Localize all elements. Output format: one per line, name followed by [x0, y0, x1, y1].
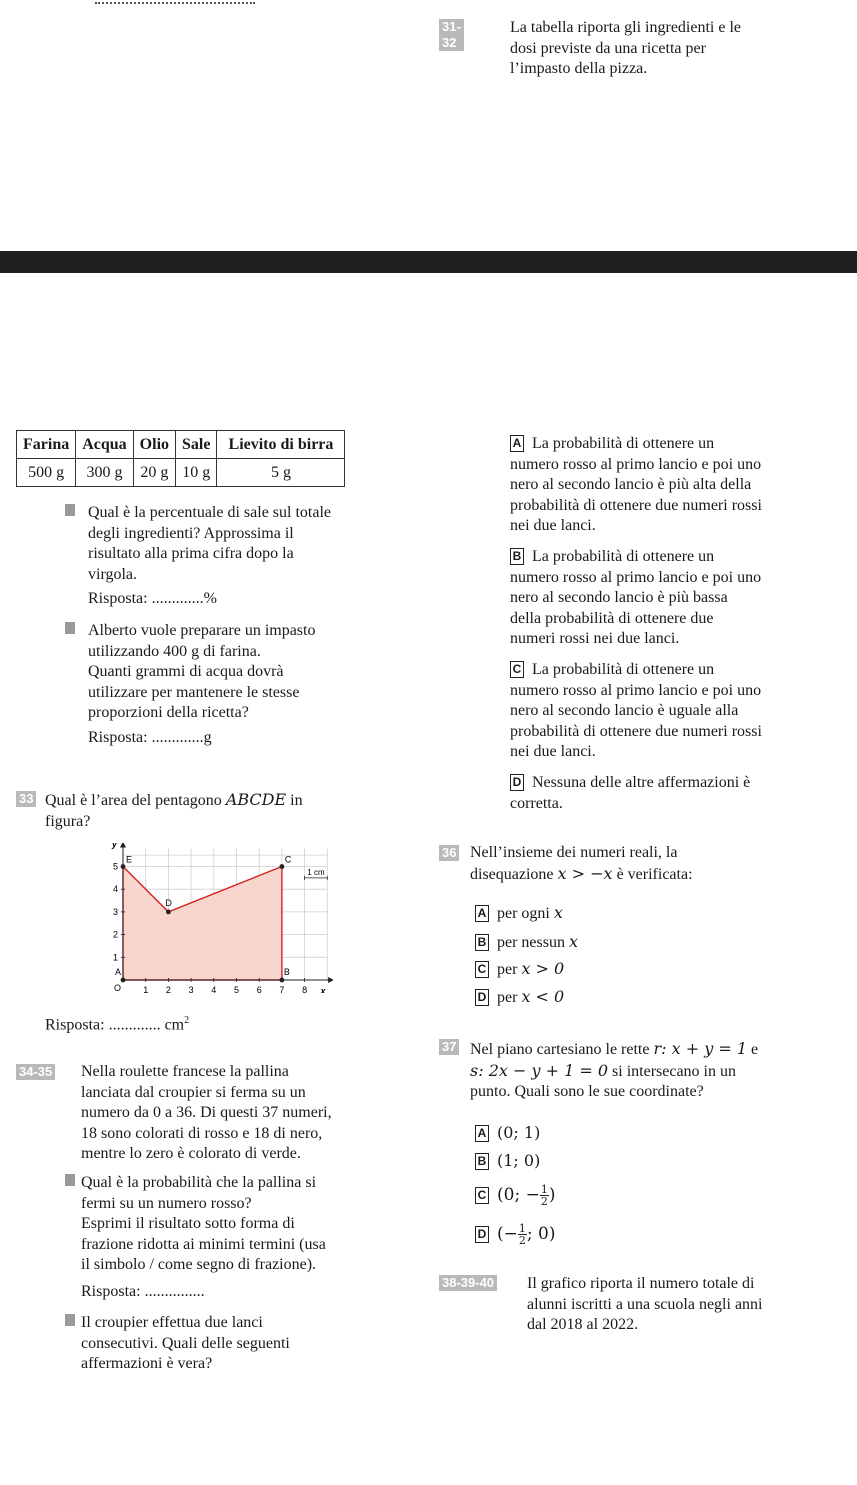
x-tick-label: 6	[256, 985, 262, 993]
question-line: frazione ridotta ai minimi termini (usa	[81, 1235, 326, 1253]
point-e	[121, 864, 126, 869]
table-header-cell: Acqua	[76, 431, 133, 459]
option-text: numero rosso al primo lancio e poi uno	[510, 455, 762, 473]
option-math: x	[568, 932, 579, 951]
option-d[interactable]	[510, 773, 820, 814]
option-c[interactable]	[475, 1181, 555, 1210]
option-b[interactable]	[475, 1151, 540, 1173]
point-b	[280, 978, 285, 983]
question-line: dal 2018 al 2022.	[527, 1316, 639, 1333]
option-text: (1; 0)	[497, 1151, 541, 1170]
point-a	[121, 978, 126, 983]
question-38-40	[527, 1274, 827, 1336]
question-line: risultato alla prima cifra dopo la	[88, 545, 294, 562]
option-letter: D	[475, 989, 489, 1006]
table-header-cell: Farina	[17, 431, 76, 459]
x-tick-label: 7	[279, 985, 285, 993]
intro-line: mentre lo zero è colorato di verde.	[81, 1145, 301, 1162]
option-math: x	[553, 903, 563, 922]
question-tag: 38-39-40	[439, 1275, 497, 1291]
x-tick-label: 4	[211, 985, 217, 993]
fraction-numerator: 1	[518, 1222, 526, 1235]
point-label-e: E	[126, 854, 133, 865]
line-r-equation: r: x + y = 1	[653, 1039, 747, 1058]
x-axis-arrow	[328, 977, 333, 983]
question-line: utilizzare per mantenere le stesse	[88, 683, 300, 701]
option-text: per	[497, 989, 522, 1006]
option-a[interactable]	[475, 903, 563, 925]
header-line: La tabella riporta gli ingredienti e le	[510, 19, 742, 36]
answer-field[interactable]: Risposta: ...............	[81, 1282, 205, 1300]
x-tick-label: 3	[188, 985, 194, 993]
option-text: per nessun	[497, 934, 569, 951]
intro-line: Nella roulette francese la pallina	[81, 1063, 289, 1080]
question-34-intro	[81, 1062, 421, 1165]
option-text: Nessuna delle altre affermazioni è	[532, 774, 751, 791]
page-edge-remnant	[95, 0, 255, 4]
header-line: dosi previste da una ricetta per	[510, 39, 706, 57]
y-axis-label: y	[112, 843, 118, 850]
line-s-equation: s: 2x − y + 1 = 0	[470, 1060, 609, 1080]
option-text: (−	[497, 1224, 518, 1244]
question-tag: 33	[16, 791, 36, 807]
option-text: )	[548, 1185, 556, 1205]
option-math: x > 0	[521, 959, 565, 978]
question-36	[470, 843, 810, 885]
question-text: e	[747, 1041, 759, 1058]
point-label-c: C	[284, 854, 292, 865]
intro-line: lanciata dal croupier si ferma su un	[81, 1083, 306, 1101]
option-text: numero rosso al primo lancio e poi uno	[510, 681, 762, 699]
intro-line: numero da 0 a 36. Di questi 37 numeri,	[81, 1104, 332, 1121]
point-label-a: A	[115, 967, 122, 977]
option-c[interactable]	[510, 660, 820, 763]
question-line: alunni iscritti a una scuola negli anni	[527, 1295, 763, 1313]
question-tag: 34-35	[16, 1064, 55, 1080]
question-text: disequazione	[470, 865, 558, 883]
question-line: Esprimi il risultato sotto forma di	[81, 1215, 295, 1232]
option-text: per	[497, 961, 522, 978]
option-letter: A	[475, 1125, 489, 1142]
question-35	[81, 1313, 421, 1375]
unit-exponent: 2	[184, 1015, 190, 1026]
pentagon-shape	[123, 867, 282, 981]
point-d	[166, 910, 171, 915]
question-33	[45, 790, 385, 832]
question-33-answer[interactable]	[45, 1011, 189, 1036]
option-letter: A	[510, 435, 524, 452]
question-text: Qual è l’area del pentagono	[45, 792, 226, 809]
question-marker	[65, 622, 75, 634]
question-line: Nell’insieme dei numeri reali, la	[470, 844, 678, 861]
y-tick-label: 5	[112, 861, 118, 872]
x-axis-label: x	[320, 986, 326, 993]
question-marker	[65, 504, 75, 516]
answer-field[interactable]: Risposta: .............%	[88, 590, 217, 607]
question-line: punto. Quali sono le sue coordinate?	[470, 1083, 704, 1100]
option-text: numeri rossi nei due lanci.	[510, 630, 680, 647]
option-text: (0; 1)	[497, 1123, 541, 1142]
option-text: nei due lanci.	[510, 517, 596, 534]
question-line: Il croupier effettua due lanci	[81, 1314, 263, 1331]
y-tick-label: 4	[112, 884, 118, 895]
black-band	[0, 251, 857, 273]
option-text: La probabilità di ottenere un	[532, 548, 715, 565]
question-text: Nel piano cartesiano le rette	[470, 1041, 654, 1058]
table-row	[17, 459, 345, 487]
option-text: numero rosso al primo lancio e poi uno	[510, 568, 762, 586]
option-text: nei due lanci.	[510, 743, 596, 760]
option-text: La probabilità di ottenere un	[532, 661, 715, 678]
question-line: figura?	[45, 812, 91, 830]
option-b[interactable]	[475, 932, 578, 954]
option-letter: C	[475, 1187, 489, 1204]
question-marker	[65, 1314, 75, 1326]
table-cell: 10 g	[176, 459, 217, 487]
intro-line: 18 sono colorati di rosso e 18 di nero,	[81, 1124, 323, 1142]
pentagon-name: ABCDE	[225, 790, 287, 809]
x-tick-label: 1	[143, 985, 149, 993]
question-line: virgola.	[88, 565, 138, 583]
option-letter: D	[510, 774, 524, 791]
y-axis-arrow	[120, 843, 126, 848]
y-tick-label: 2	[112, 929, 118, 940]
question-line: Qual è la probabilità che la pallina si	[81, 1174, 317, 1191]
question-line: Il grafico riporta il numero totale di	[527, 1275, 755, 1292]
option-letter: B	[475, 934, 489, 951]
table-cell: 5 g	[217, 459, 345, 487]
question-line: Alberto vuole preparare un impasto	[88, 622, 316, 639]
question-line: il simbolo / come segno di frazione).	[81, 1256, 317, 1273]
question-line: utilizzando 400 g di farina.	[88, 642, 261, 660]
fraction-numerator: 1	[540, 1183, 548, 1196]
question-tag: 31-32	[439, 19, 464, 51]
question-marker	[65, 1174, 75, 1186]
question-line: fermi su un numero rosso?	[81, 1194, 252, 1212]
question-32	[88, 621, 418, 748]
option-text: nero al secondo lancio è più bassa	[510, 589, 728, 606]
answer-field[interactable]: Risposta: .............g	[88, 728, 212, 746]
option-text: ; 0)	[526, 1224, 556, 1244]
question-line: affermazioni è vera?	[81, 1355, 213, 1372]
point-c	[280, 864, 285, 869]
option-letter: A	[475, 905, 489, 922]
question-31	[88, 503, 418, 610]
question-line: degli ingredienti? Approssima il	[88, 524, 294, 542]
option-letter: C	[510, 661, 524, 678]
y-tick-label: 3	[112, 906, 118, 917]
question-line: consecutivi. Quali delle seguenti	[81, 1334, 290, 1352]
option-b[interactable]	[510, 547, 820, 650]
table-cell: 300 g	[76, 459, 133, 487]
table-header-cell: Sale	[176, 431, 217, 459]
x-tick-label: 5	[233, 985, 240, 993]
option-d[interactable]	[475, 987, 564, 1009]
question-line: Quanti grammi di acqua dovrà	[88, 663, 284, 680]
table-header-row	[17, 431, 345, 459]
option-text: della probabilità di ottenere due	[510, 609, 714, 627]
question-tag: 36	[439, 845, 459, 861]
question-text: si intersecano in un	[608, 1062, 736, 1080]
option-c[interactable]	[475, 959, 564, 981]
header-line: l’impasto della pizza.	[510, 60, 648, 77]
option-text: probabilità di ottenere due numeri rossi	[510, 722, 762, 740]
answer-field[interactable]: Risposta: ............. cm	[45, 1016, 185, 1034]
question-37	[470, 1039, 815, 1103]
x-tick-label: 2	[165, 985, 171, 993]
option-text: nero al secondo lancio è uguale alla	[510, 702, 739, 719]
option-letter: B	[475, 1153, 489, 1170]
pentagon-graph	[108, 843, 333, 993]
option-text: (0; −	[497, 1185, 540, 1205]
option-a[interactable]	[475, 1123, 540, 1145]
point-label-b: B	[283, 967, 290, 977]
question-tag: 37	[439, 1039, 459, 1055]
option-d[interactable]	[475, 1220, 555, 1249]
option-text: nero al secondo lancio è più alta della	[510, 476, 752, 493]
option-letter: C	[475, 961, 489, 978]
ingredients-table	[16, 430, 345, 487]
table-cell: 20 g	[133, 459, 175, 487]
inequality: x > −x	[557, 863, 613, 883]
question-line: Qual è la percentuale di sale sul totale	[88, 504, 332, 521]
point-label-d: D	[165, 897, 172, 908]
option-a[interactable]	[510, 434, 820, 537]
question-text: è verificata:	[612, 865, 693, 883]
option-text: per ogni	[497, 905, 554, 922]
option-text: corretta.	[510, 794, 563, 812]
table-header-cell: Olio	[133, 431, 175, 459]
question-line: proporzioni della ricetta?	[88, 704, 249, 721]
fraction-denominator: 2	[518, 1234, 526, 1247]
option-letter: D	[475, 1226, 489, 1243]
origin-label: O	[114, 983, 122, 993]
option-math: x < 0	[521, 987, 565, 1006]
option-letter: B	[510, 548, 524, 565]
scale-label: 1 cm	[307, 867, 325, 877]
table-header-cell: Lievito di birra	[217, 431, 345, 459]
x-tick-label: 8	[302, 985, 308, 993]
y-tick-label: 1	[112, 952, 118, 963]
option-text: La probabilità di ottenere un	[532, 435, 715, 452]
fraction-denominator: 2	[540, 1195, 548, 1208]
option-text: probabilità di ottenere due numeri rossi	[510, 496, 762, 514]
table-cell: 500 g	[17, 459, 76, 487]
question-text: in	[286, 792, 303, 809]
question-34	[81, 1173, 421, 1302]
